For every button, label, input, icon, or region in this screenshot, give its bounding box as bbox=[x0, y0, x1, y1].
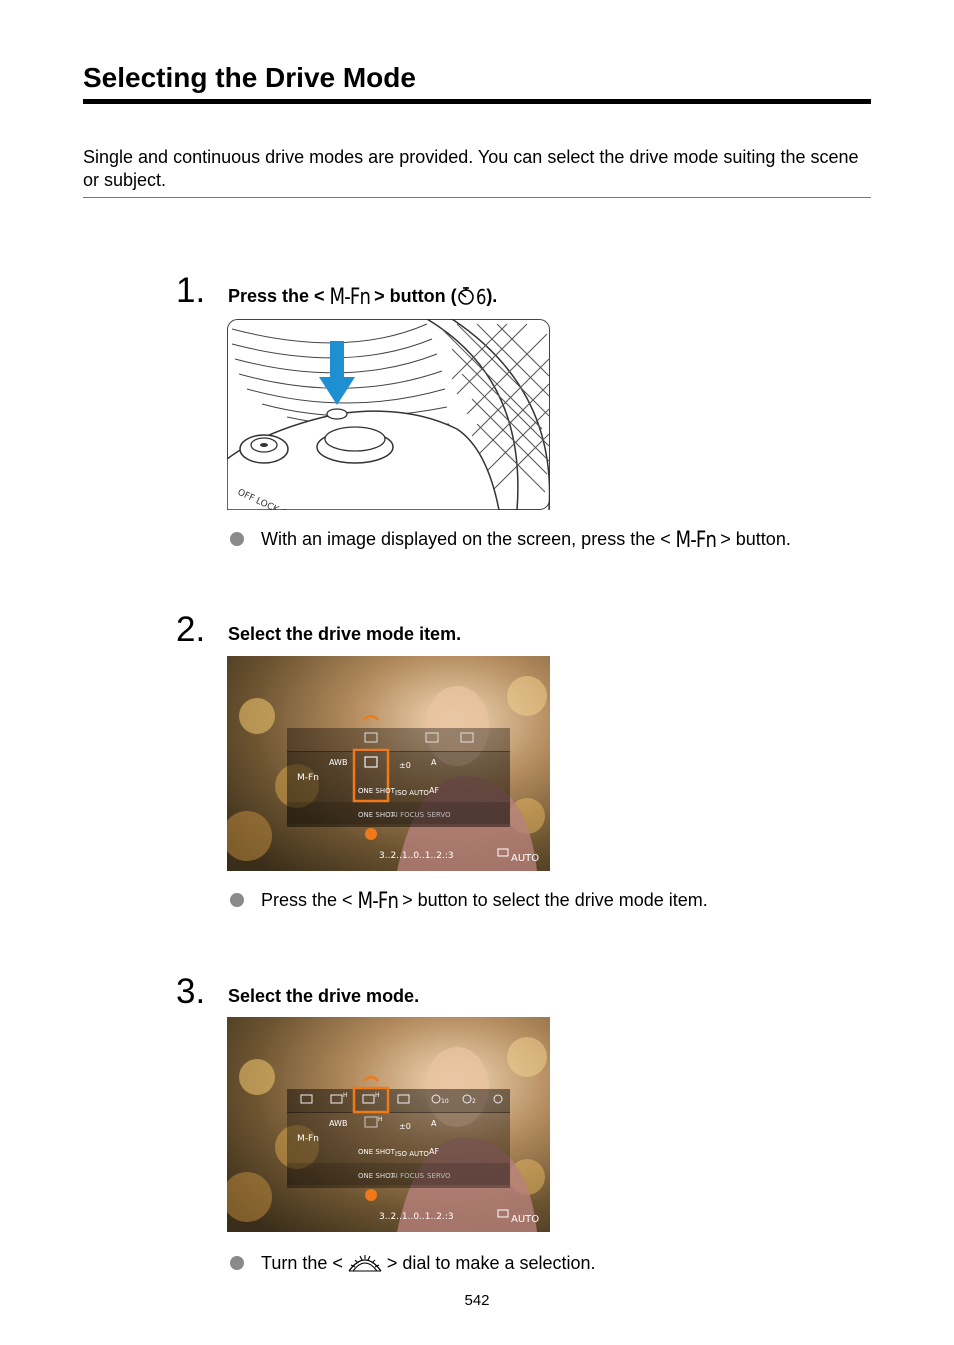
step-2-bullet-pre: Press the < bbox=[261, 890, 353, 910]
mfn-button-icon: M-Fn bbox=[357, 889, 398, 914]
screen-one-shot: ONE SHOT bbox=[358, 1172, 395, 1180]
screen-drive-h: H bbox=[378, 1116, 383, 1123]
screen-af-operation: ONE SHOT bbox=[358, 787, 395, 795]
screen-servo: SERVO bbox=[427, 811, 451, 819]
intro-divider bbox=[83, 197, 871, 198]
exposure-scale: 3..2..1..0..1..2.:3 bbox=[379, 851, 454, 861]
step-2-number: 2. bbox=[176, 610, 206, 649]
screen-metering: A bbox=[431, 1119, 437, 1128]
top-self-timer-2: 2 bbox=[472, 1098, 476, 1105]
screen-iso: ISO AUTO bbox=[395, 789, 429, 797]
screen-ai-focus: AI FOCUS bbox=[391, 811, 425, 819]
step-2-title: Select the drive mode item. bbox=[228, 624, 462, 644]
iso-auto-label: AUTO bbox=[511, 853, 540, 864]
step-1-bullet-post: > button. bbox=[720, 529, 791, 549]
screen-one-shot: ONE SHOT bbox=[358, 811, 395, 819]
step-1-title bbox=[228, 285, 497, 310]
screen-metering: A bbox=[431, 758, 437, 767]
step-2-bullet bbox=[230, 889, 708, 914]
screen-awb: AWB bbox=[329, 1119, 348, 1128]
step-3-bullet-post: > dial to make a selection. bbox=[386, 1253, 596, 1273]
bullet-icon bbox=[230, 532, 244, 546]
screen-af-operation: ONE SHOT bbox=[358, 1148, 395, 1156]
step-2-bullet-post: > button to select the drive mode item. bbox=[402, 890, 708, 910]
mfn-button-icon: M-Fn bbox=[675, 528, 716, 553]
step-1-bullet bbox=[230, 528, 791, 553]
title-underline bbox=[83, 99, 871, 104]
screen-awb: AWB bbox=[329, 758, 348, 767]
step-1-title-pre: Press the < bbox=[228, 286, 325, 306]
intro-text: Single and continuous drive modes are provided. You can select the drive mode suiting the scene or subject. bbox=[83, 147, 859, 190]
step-1-number: 1. bbox=[176, 271, 206, 310]
screen-af-method: AF bbox=[429, 1147, 440, 1156]
step-3-bullet-pre: Turn the < bbox=[261, 1253, 343, 1273]
bullet-icon bbox=[230, 1256, 244, 1270]
step-1-title-end: ). bbox=[486, 286, 498, 306]
screen-iso: ISO AUTO bbox=[395, 1150, 429, 1158]
screen-exposure-comp: ±0 bbox=[399, 1122, 411, 1131]
step-3-bullet bbox=[230, 1251, 596, 1274]
step-1-title-post: > button ( bbox=[374, 286, 457, 306]
step-3-title: Select the drive mode. bbox=[228, 986, 420, 1006]
top-continuous-high: H bbox=[343, 1092, 348, 1099]
page-title: Selecting the Drive Mode bbox=[83, 62, 416, 93]
camera-top-illustration bbox=[227, 319, 550, 510]
top-continuous-high-plus: H bbox=[375, 1092, 380, 1099]
screen-ai-focus: AI FOCUS bbox=[391, 1172, 425, 1180]
page-number: 542 bbox=[464, 1292, 490, 1309]
camera-screen-step-2 bbox=[227, 656, 550, 871]
screen-exposure-comp: ±0 bbox=[399, 761, 411, 770]
step-1-page-ref: 6 bbox=[475, 285, 486, 309]
screen-af-method: AF bbox=[429, 786, 440, 795]
screen-servo: SERVO bbox=[427, 1172, 451, 1180]
self-timer-icon bbox=[457, 286, 475, 306]
top-self-timer-10: 10 bbox=[441, 1098, 449, 1105]
mfn-button-icon: M-Fn bbox=[329, 285, 370, 310]
main-dial-icon bbox=[346, 1251, 384, 1273]
iso-auto-label: AUTO bbox=[511, 1214, 540, 1225]
svg-text:OFF LOCK ON: OFF LOCK ON bbox=[235, 487, 296, 510]
camera-screen-step-3 bbox=[227, 1017, 550, 1232]
mfn-label: M-Fn bbox=[297, 773, 319, 783]
step-3-number: 3. bbox=[176, 972, 206, 1011]
step-1-bullet-pre: With an image displayed on the screen, press the < bbox=[261, 529, 671, 549]
mfn-label: M-Fn bbox=[297, 1134, 319, 1144]
bullet-icon bbox=[230, 893, 244, 907]
exposure-scale: 3..2..1..0..1..2.:3 bbox=[379, 1212, 454, 1222]
